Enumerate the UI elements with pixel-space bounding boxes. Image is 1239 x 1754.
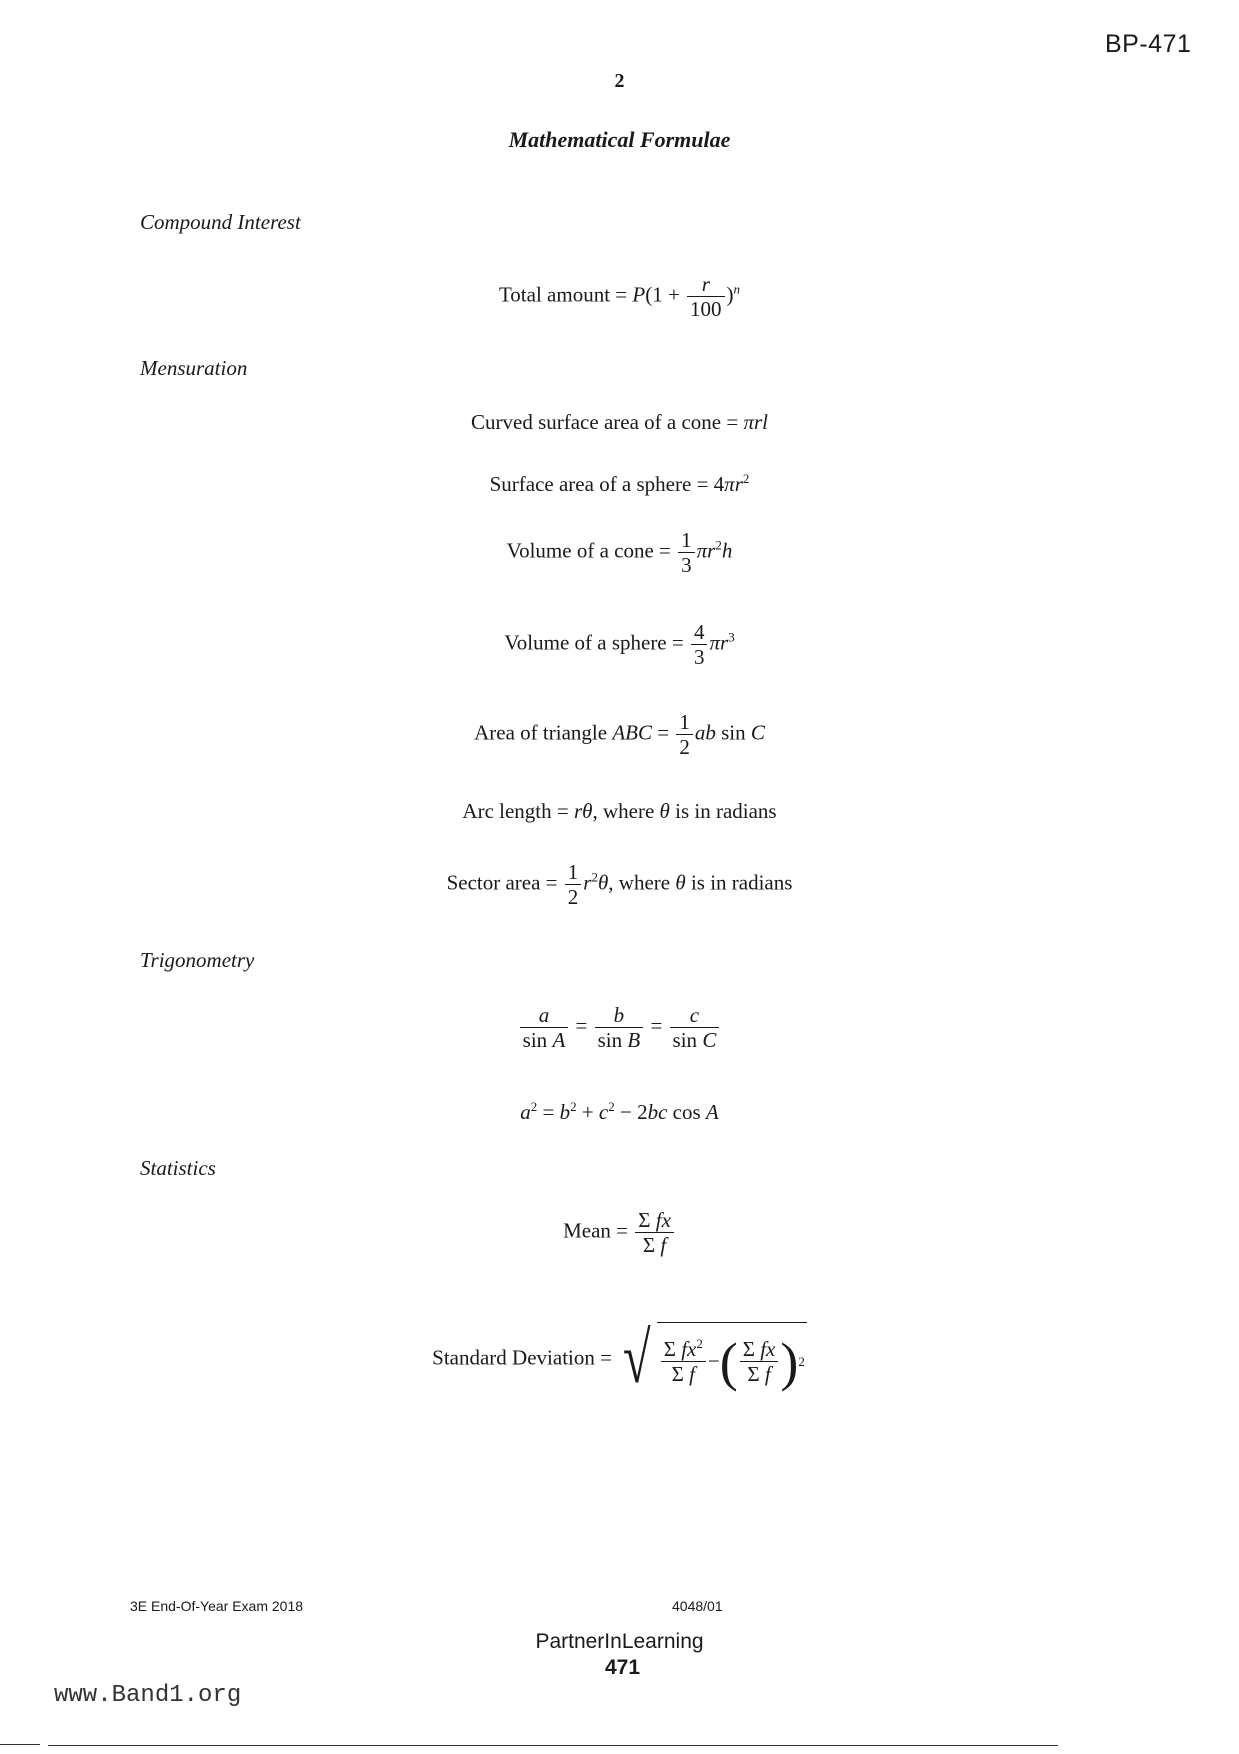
page-number: 2: [614, 70, 625, 92]
formula-sphere-volume: Volume of a sphere = $\frac{4}{3}$ $\pi r^3$: [504, 620, 735, 670]
formula-label: Area of triangle: [474, 720, 613, 745]
formula-label: Surface area of a sphere =: [489, 472, 714, 496]
section-heading-statistics: Statistics: [140, 1156, 216, 1180]
document-code: BP-471: [1105, 30, 1192, 58]
formula-cone-volume: Volume of a cone = $\frac{1}{3}$ $\pi r^2h$: [506, 528, 733, 578]
formula-sphere-surface-area: Surface area of a sphere = $4\pi r^2$: [489, 471, 750, 496]
formula-radians-text: is in radians: [669, 799, 777, 823]
formula-radians-text: is in radians: [685, 870, 793, 895]
formula-cone-curved-area: Curved surface area of a cone = πrl: [471, 410, 768, 434]
formula-label: Total amount =: [498, 282, 633, 307]
formula-total-amount: Total amount = P(1 + $\frac{r}{100}$ )$^n$: [498, 272, 741, 322]
page-title: Mathematical Formulae: [508, 127, 731, 152]
bottom-rule-left: [0, 1744, 40, 1745]
footer-website[interactable]: www.Band1.org: [54, 1682, 242, 1709]
formula-label: Arc length =: [462, 799, 574, 823]
footer-partner: PartnerInLearning: [535, 1630, 704, 1653]
formula-where-text: , where: [608, 870, 676, 895]
formula-label: Curved surface area of a cone =: [471, 410, 744, 434]
footer-paper-code: 4048/01: [672, 1598, 723, 1614]
formula-where-text: , where: [592, 799, 660, 823]
bottom-rule: [48, 1745, 1058, 1746]
formula-label: Standard Deviation =: [432, 1345, 618, 1370]
formula-label: Volume of a sphere =: [504, 630, 689, 655]
formula-standard-deviation: Standard Deviation = √ $\frac{\Sigma fx^2}{\text{Σ f}}$ − ( $\frac{\text{Σ fx}}{\text{Σ f}}$ ) 2: [432, 1318, 805, 1398]
footer-exam-name: 3E End-Of-Year Exam 2018: [130, 1598, 304, 1614]
footer-page-ref: 471: [605, 1656, 641, 1679]
formula-cosine-rule: $a^2 = b^2 + c^2 - 2bc$ cos A: [520, 1099, 719, 1124]
formula-sine-rule: $\frac{a}{\text{sin A}}$ = $\frac{b}{\text{sin B}}$ = $\frac{c}{\text{sin C}}$: [0, 1003, 1239, 1052]
section-heading-trigonometry: Trigonometry: [140, 948, 255, 972]
formula-mean: Mean = $\frac{\text{Σ fx}}{\text{Σ f}}$: [0, 1208, 1239, 1257]
formula-label: Volume of a cone =: [506, 538, 677, 563]
formula-label: Mean =: [563, 1218, 634, 1243]
formula-arc-length: Arc length = rθ, where θ is in radians: [462, 799, 777, 823]
formula-label: Sector area =: [446, 870, 563, 895]
formula-triangle-area: Area of triangle ABC = $\frac{1}{2}$ ab sin C: [474, 710, 765, 760]
section-heading-mensuration: Mensuration: [140, 356, 248, 380]
formula-sector-area: Sector area = $\frac{1}{2}$ $r^2\theta$, where θ is in radians: [446, 860, 793, 910]
section-heading-compound-interest: Compound Interest: [140, 210, 301, 234]
